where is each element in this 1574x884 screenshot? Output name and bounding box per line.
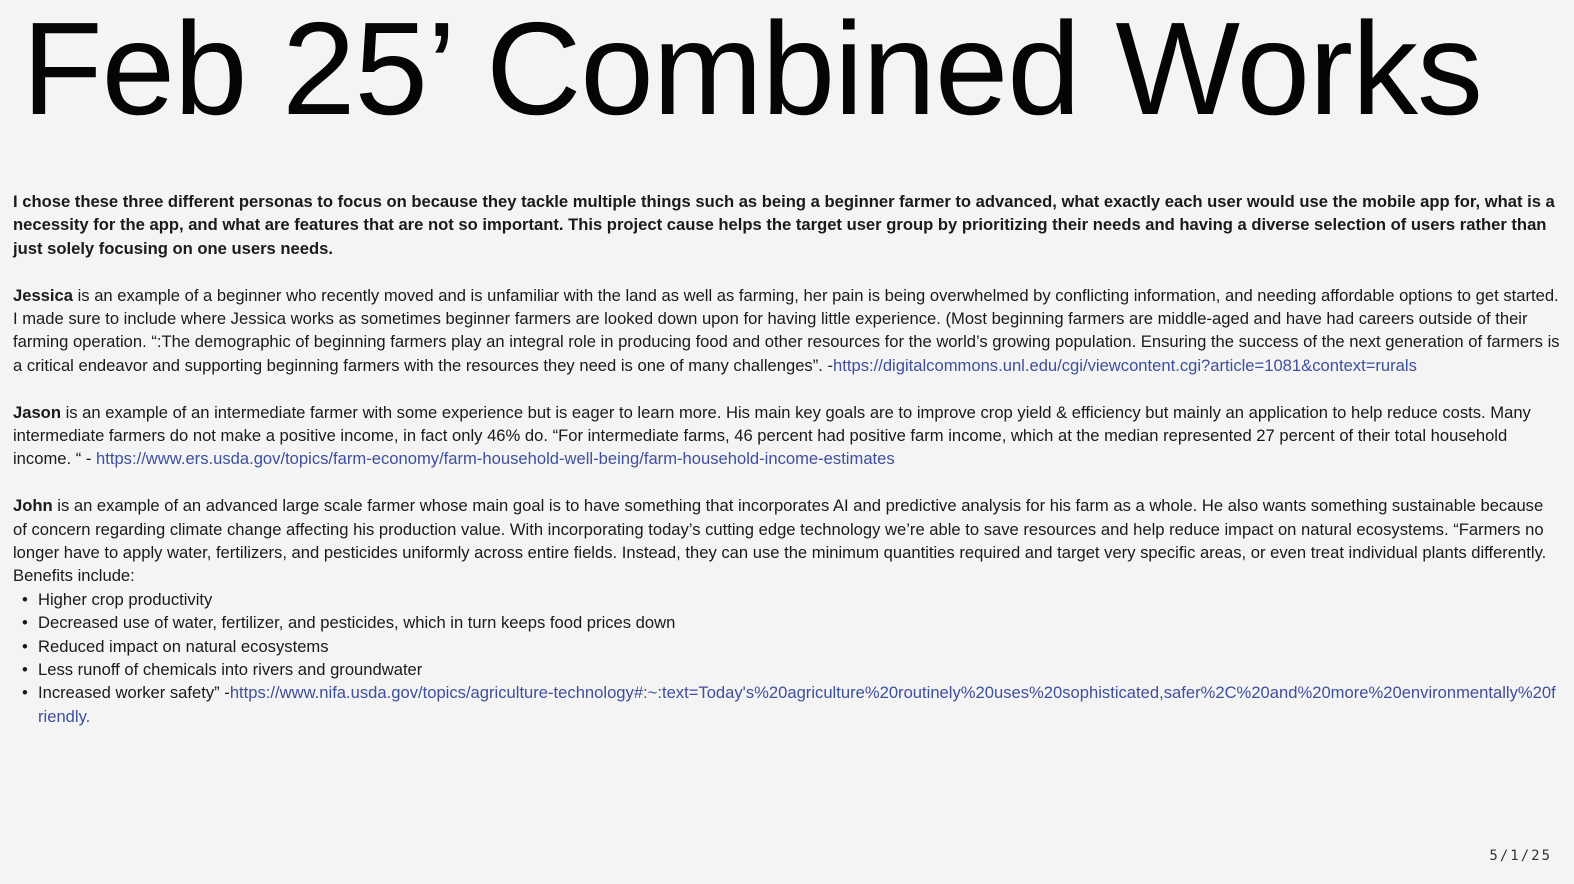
page-title: Feb 25’ Combined Works (22, 0, 1482, 142)
list-item (38, 658, 1561, 681)
benefit-text: Reduced impact on natural ecosystems (38, 636, 329, 656)
john-source-link[interactable]: https://www.nifa.usda.gov/topics/agriculture-technology#:~:text=Today's%20agriculture%20routinely%20uses%20sophisticated,safer%2C%20and%20more%20environmentally%20friendly. (38, 683, 1556, 726)
persona-john-paragraph (13, 494, 1561, 588)
list-item (38, 635, 1561, 658)
intro-paragraph: I chose these three different personas to focus on because they tackle multiple things such as being a beginner farmer to advanced, what exactly each user would use the mobile app for, what is a necessity for the app, and what are features that are not so important. This project cause helps the target user group by prioritizing their needs and having a diverse selection of users rather than just solely focusing on one users needs. (13, 192, 1555, 258)
list-item (38, 681, 1561, 728)
benefit-text: Higher crop productivity (38, 589, 213, 609)
persona-john-text: is an example of an advanced large scale farmer whose main goal is to have something that incorporates AI and predictive analysis for his farm as a whole. He also wants something sustainable because of concern regarding climate change affecting his production value. With incorporating today’s cutting edge technology we’re able to save resources and help reduce impact on natural ecosystems. “Farmers no longer have to apply water, fertilizers, and pesticides uniformly across entire fields. Instead, they can use the minimum quantities required and target very specific areas, or even treat individual plants differently. Benefits include: (13, 496, 1547, 586)
benefit-text: Decreased use of water, fertilizer, and pesticides, which in turn keeps food prices down (38, 613, 676, 633)
benefit-text: Increased worker safety” - (38, 683, 230, 703)
persona-jason-text: is an example of an intermediate farmer with some experience but is eager to learn more. His main key goals are to improve crop yield & efficiency but mainly an application to help reduce costs. Many intermediate farmers do not make a positive income, in fact only 46% do. “For intermediate farms, 46 percent had positive farm income, which at the median represented 27 percent of their total household income. “ - (13, 402, 1531, 469)
persona-name-john: John (13, 496, 53, 516)
benefit-text: Less runoff of chemicals into rivers and groundwater (38, 660, 423, 680)
jason-source-link[interactable]: https://www.ers.usda.gov/topics/farm-economy/farm-household-well-being/farm-household-income-estimates (96, 449, 895, 469)
document-body (13, 190, 1561, 728)
persona-jessica-text: is an example of a beginner who recently moved and is unfamiliar with the land as well as farming, her pain is being overwhelmed by conflicting information, and needing affordable options to get started. I made sure to include where Jessica works as sometimes beginner farmers are looked down upon for having little experience. (Most beginning farmers are middle-aged and have had careers outside of their farming operation. “:The demographic of beginning farmers play an integral role in producing food and other resources for the world’s growing population. Ensuring the success of the next generation of farmers is a critical endeavor and supporting beginning farmers with the resources they need is one of many challenges”. - (13, 285, 1560, 375)
persona-john-block (13, 494, 1561, 728)
list-item (38, 611, 1561, 634)
persona-jason-paragraph (13, 401, 1561, 471)
persona-jessica-paragraph (13, 284, 1561, 378)
jessica-source-link[interactable]: https://digitalcommons.unl.edu/cgi/viewcontent.cgi?article=1081&context=rurals (833, 355, 1417, 375)
benefits-list (13, 588, 1561, 728)
date-label: 5/1/25 (1489, 848, 1552, 864)
list-item (38, 588, 1561, 611)
persona-name-jason: Jason (13, 402, 61, 422)
persona-name-jessica: Jessica (13, 285, 73, 305)
